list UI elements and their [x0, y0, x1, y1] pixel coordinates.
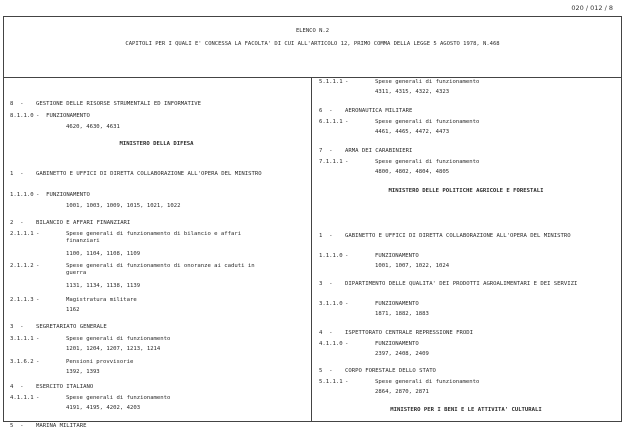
item-title: Spese generali di funzionamento di bilancio e affari finanziari — [66, 231, 242, 245]
item-dash: - — [345, 159, 349, 165]
column-divider — [311, 77, 312, 421]
item-chapters: 1162 — [66, 307, 80, 313]
section-code: 8 - — [10, 101, 24, 107]
page-code: 020 / 012 / 8 — [571, 4, 613, 12]
item-title: - FUNZIONAMENTO — [36, 113, 90, 119]
item-dash: - — [36, 263, 40, 269]
item-code: 2.1.1.2 — [10, 263, 34, 269]
ministry-heading: MINISTERO DELLA DIFESA — [119, 141, 194, 147]
item-dash: - — [345, 119, 349, 125]
item-code: 2.1.1.3 — [10, 297, 34, 303]
item-title: Pensioni provvisorie — [66, 359, 134, 365]
item-code: 8.1.1.0 — [10, 113, 34, 119]
section-code: 5 - — [319, 368, 333, 374]
item-code: 2.1.1.1 — [10, 231, 34, 237]
section-title: GABINETTO E UFFICI DI DIRETTA COLLABORAZIONE ALL'OPERA DEL MINISTRO — [36, 171, 262, 177]
section-code: 3 - — [10, 324, 24, 330]
item-code: 6.1.1.1 — [319, 119, 343, 125]
section-code: 6 - — [319, 108, 333, 114]
section-title: ESERCITO ITALIANO — [36, 384, 94, 390]
section-code: 4 - — [319, 330, 333, 336]
section-title: MARINA MILITARE — [36, 423, 87, 429]
section-title: GESTIONE DELLE RISORSE STRUMENTALI ED INFORMATIVE — [36, 101, 202, 107]
ministry-heading: MINISTERO PER I BENI E LE ATTIVITA' CULTURALI — [390, 407, 542, 413]
item-chapters: 1871, 1882, 1883 — [375, 311, 429, 317]
item-title: Spese generali di funzionamento — [375, 379, 480, 385]
item-chapters: 1001, 1003, 1009, 1015, 1021, 1022 — [66, 203, 181, 209]
document-frame — [3, 16, 622, 429]
item-code: 3.1.6.2 — [10, 359, 34, 365]
item-code: 3.1.1.1 — [10, 336, 34, 342]
item-dash: - — [345, 301, 349, 307]
item-chapters: 4800, 4802, 4804, 4805 — [375, 169, 450, 175]
item-code: 1.1.1.0 — [10, 192, 34, 198]
item-code: 4.1.1.1 — [10, 395, 34, 401]
item-chapters: 4461, 4465, 4472, 4473 — [375, 129, 450, 135]
item-chapters: 1001, 1007, 1022, 1024 — [375, 263, 450, 269]
item-dash: - — [36, 231, 40, 237]
item-dash: - — [36, 336, 40, 342]
item-dash: - — [345, 79, 349, 85]
section-code: 1 - — [10, 171, 24, 177]
item-chapters: 4311, 4315, 4322, 4323 — [375, 89, 450, 95]
list-title: ELENCO N.2 — [295, 28, 330, 34]
section-code: 5 - — [10, 423, 24, 429]
section-code: 7 - — [319, 148, 333, 154]
section-code: 2 - — [10, 220, 24, 226]
item-title: FUNZIONAMENTO — [375, 301, 419, 307]
section-title: AERONAUTICA MILITARE — [345, 108, 413, 114]
item-title: FUNZIONAMENTO — [375, 253, 419, 259]
item-chapters: 4620, 4630, 4631 — [66, 124, 120, 130]
item-chapters: 2864, 2870, 2871 — [375, 389, 429, 395]
item-code: 5.1.1.1 — [319, 379, 343, 385]
item-title: Magistratura militare — [66, 297, 137, 303]
item-dash: - — [345, 253, 349, 259]
section-title: ARMA DEI CARABINIERI — [345, 148, 413, 154]
item-chapters: 2397, 2408, 2409 — [375, 351, 429, 357]
ministry-heading: MINISTERO DELLE POLITICHE AGRICOLE E FORESTALI — [388, 188, 544, 194]
section-code: 3 - — [319, 281, 333, 287]
section-title: DIPARTIMENTO DELLE QUALITA' DEI PRODOTTI AGROALIMENTARI E DEI SERVIZI — [345, 281, 578, 287]
item-dash: - — [345, 379, 349, 385]
item-title: Spese generali di funzionamento — [66, 395, 171, 401]
item-title: Spese generali di funzionamento — [375, 119, 480, 125]
item-title: - FUNZIONAMENTO — [36, 192, 90, 198]
item-chapters: 1392, 1393 — [66, 369, 100, 375]
item-code: 4.1.1.0 — [319, 341, 343, 347]
section-title: SEGRETARIATO GENERALE — [36, 324, 107, 330]
item-chapters: 4191, 4195, 4202, 4203 — [66, 405, 141, 411]
section-title: CORPO FORESTALE DELLO STATO — [345, 368, 436, 374]
item-title: FUNZIONAMENTO — [375, 341, 419, 347]
item-dash: - — [36, 297, 40, 303]
document-header — [4, 17, 621, 78]
item-title: Spese generali di funzionamento di onoranze ai caduti in guerra — [66, 263, 255, 277]
list-subtitle: CAPITOLI PER I QUALI E' CONCESSA LA FACOLTA' DI CUI ALL'ARTICOLO 12, PRIMO COMMA DELLA LEGGE 5 AGOSTO 1978, N.468 — [125, 41, 500, 47]
section-code: 1 - — [319, 233, 333, 239]
item-title: Spese generali di funzionamento — [375, 159, 480, 165]
item-chapters: 1201, 1204, 1207, 1213, 1214 — [66, 346, 161, 352]
section-title: BILANCIO E AFFARI FINANZIARI — [36, 220, 131, 226]
section-code: 4 - — [10, 384, 24, 390]
section-title: ISPETTORATO CENTRALE REPRESSIONE FRODI — [345, 330, 473, 336]
item-code: 7.1.1.1 — [319, 159, 343, 165]
item-code: 5.1.1.1 — [319, 79, 343, 85]
item-code: 3.1.1.0 — [319, 301, 343, 307]
item-dash: - — [345, 341, 349, 347]
section-title: GABINETTO E UFFICI DI DIRETTA COLLABORAZIONE ALL'OPERA DEL MINISTRO — [345, 233, 571, 239]
item-dash: - — [36, 395, 40, 401]
item-code: 1.1.1.0 — [319, 253, 343, 259]
item-title: Spese generali di funzionamento — [375, 79, 480, 85]
item-chapters: 1100, 1104, 1108, 1109 — [66, 251, 141, 257]
item-title: Spese generali di funzionamento — [66, 336, 171, 342]
item-dash: - — [36, 359, 40, 365]
item-chapters: 1131, 1134, 1138, 1139 — [66, 283, 141, 289]
